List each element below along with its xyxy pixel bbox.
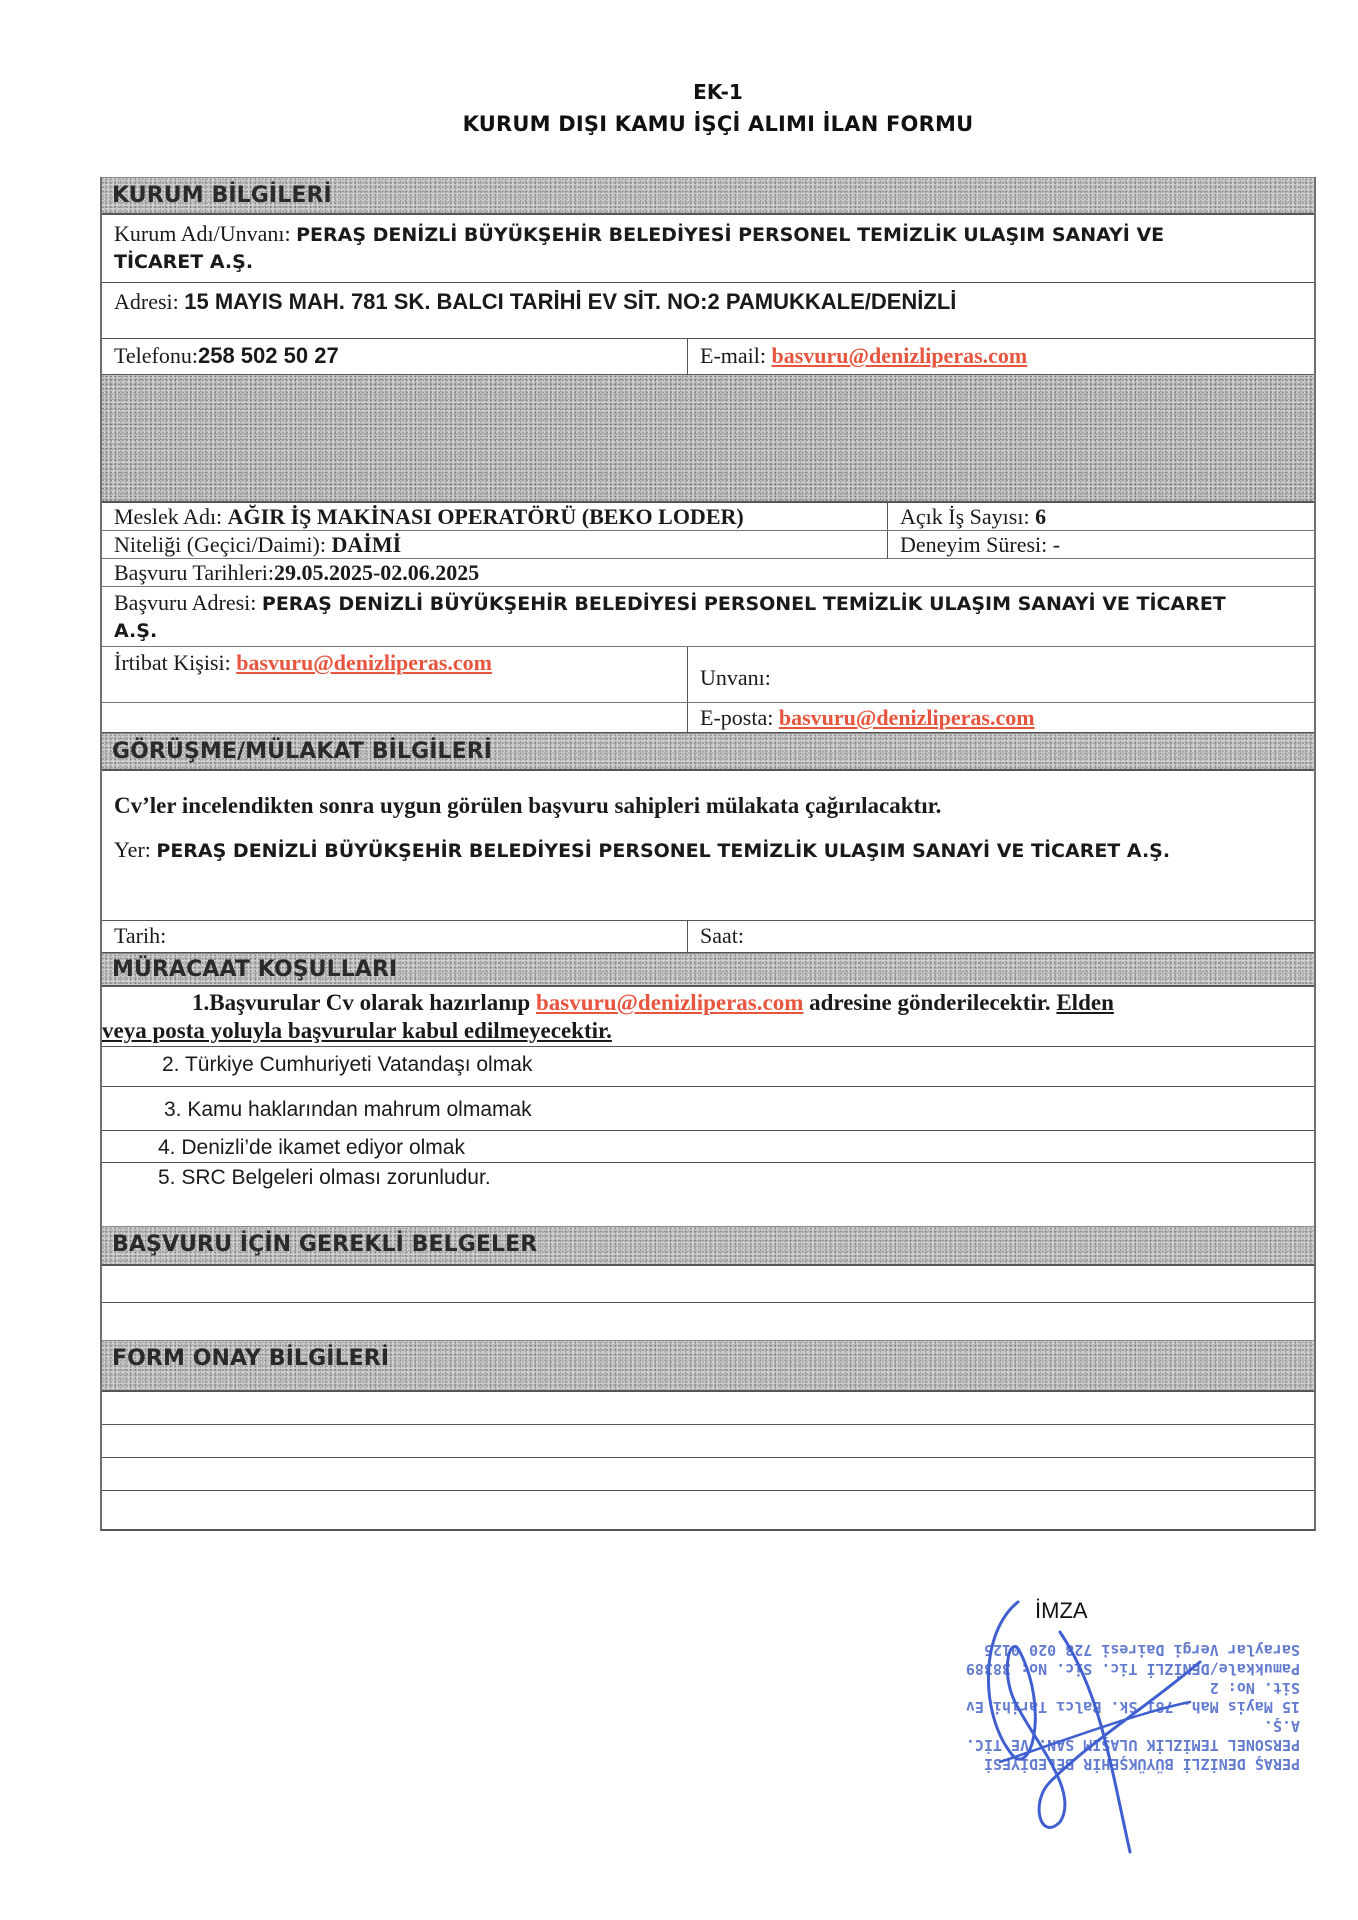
eposta-link[interactable]: basvuru@denizliperas.com (778, 705, 1035, 730)
condition-4-text: 4. Denizli’de ikamet ediyor olmak (158, 1136, 465, 1159)
condition-5-text: 5. SRC Belgeleri olması zorunludur. (158, 1166, 491, 1189)
title-label: Unvanı: (700, 665, 771, 690)
email-link[interactable]: basvuru@denizliperas.com (771, 343, 1028, 368)
institution-address-row (102, 283, 1314, 339)
address-label: Adresi: (114, 289, 185, 314)
application-address-row (102, 587, 1314, 647)
condition-item-3 (102, 1087, 1314, 1131)
condition-item-5 (102, 1163, 1314, 1226)
interview-place-label: Yer: (114, 837, 157, 862)
eposta-label: E-posta: (700, 705, 779, 730)
interview-place-value: PERAŞ DENİZLİ BÜYÜKŞEHİR BELEDİYESİ PERSONEL TEMİZLİK ULAŞIM SANAYİ VE TİCARET A.Ş. (156, 840, 1171, 862)
documents-row-2 (102, 1303, 1314, 1340)
experience-label: Deneyim Süresi: - (900, 532, 1061, 557)
section-header-interview (102, 733, 1314, 771)
interview-note: Cv’ler incelendikten sonra uygun görülen başvuru sahipleri mülakata çağırılacaktır. (114, 793, 942, 818)
job-type-value: DAİMİ (331, 532, 402, 557)
institution-name-label: Kurum Adı/Unvanı: (114, 221, 297, 246)
condition-2-text: 2. Türkiye Cumhuriyeti Vatandaşı olmak (162, 1053, 533, 1076)
documents-row-1 (102, 1266, 1314, 1303)
condition-1-underlined-b: veya posta yoluyla başvurular kabul edilmeyecektir. (102, 1018, 612, 1043)
contact-person-link[interactable]: basvuru@denizliperas.com (236, 650, 492, 675)
recruitment-form (100, 177, 1316, 1531)
interview-date-label: Tarih: (114, 923, 167, 948)
phone-value: 258 502 50 27 (197, 343, 339, 368)
phone-label: Telefonu: (114, 343, 198, 368)
section-header-approval (102, 1340, 1314, 1392)
openings-label: Açık İş Sayısı: (900, 504, 1036, 529)
signature-label: İMZA (1035, 1598, 1088, 1623)
occupation-value: AĞIR İŞ MAKİNASI OPERATÖRÜ (BEKO LODER) (227, 504, 744, 529)
condition-1-email-link[interactable]: basvuru@denizliperas.com (535, 990, 804, 1015)
section-title: MÜRACAAT KOŞULLARI (112, 957, 398, 982)
contact-person-row (102, 647, 1314, 703)
annex-label: EK-1 (693, 80, 743, 104)
section-header-documents (102, 1226, 1314, 1266)
section-title: KURUM BİLGİLERİ (112, 183, 332, 208)
job-type-label: Niteliği (Geçici/Daimi): (114, 532, 332, 557)
section-title: GÖRÜŞME/MÜLAKAT BİLGİLERİ (112, 739, 493, 764)
contact-row (102, 339, 1314, 375)
section-header-conditions (102, 953, 1314, 987)
page-title: KURUM DIŞI KAMU İŞÇİ ALIMI İLAN FORMU (462, 112, 974, 136)
app-address-value: PERAŞ DENİZLİ BÜYÜKŞEHİR BELEDİYESİ PERSONEL TEMİZLİK ULAŞIM SANAYİ VE TİCARET (261, 593, 1226, 615)
occupation-row (102, 503, 1314, 531)
interview-time-label: Saat: (700, 923, 744, 948)
app-address-label: Başvuru Adresi: (114, 590, 262, 615)
condition-1-mid: adresine gönderilecektir. (803, 990, 1057, 1015)
institution-name-value-cont: TİCARET A.Ş. (114, 251, 254, 273)
approval-row-3 (102, 1458, 1314, 1491)
email-label: E-mail: (700, 343, 772, 368)
stamp-line: Pamukkale/DENİZLİ Tic. Sic. No: 38389 (965, 1660, 1300, 1678)
approval-row-2 (102, 1425, 1314, 1458)
address-value: 15 MAYIS MAH. 781 SK. BALCI TARİHİ EV SİT. NO:2 PAMUKKALE/DENİZLİ (184, 289, 957, 314)
section-title: BAŞVURU İÇİN GEREKLİ BELGELER (112, 1232, 538, 1257)
app-address-value-cont: A.Ş. (114, 620, 158, 642)
institution-name-row (102, 215, 1314, 283)
shaded-spacer (102, 375, 1314, 503)
condition-item-4 (102, 1131, 1314, 1163)
stamp-line: PERAŞ DENİZLİ BÜYÜKŞEHİR BELEDİYESİ (983, 1755, 1300, 1773)
dates-value: 29.05.2025-02.06.2025 (273, 560, 480, 585)
occupation-label: Meslek Adı: (114, 504, 228, 529)
condition-1-underlined-a: Elden (1056, 990, 1114, 1015)
stamp-line: PERSONEL TEMİZLİK ULAŞIM SAN. VE TİC. A.Ş. (965, 1717, 1300, 1754)
openings-value: 6 (1035, 504, 1047, 529)
interview-datetime-row (102, 921, 1314, 953)
condition-1-prefix: 1.Başvurular Cv olarak hazırlanıp (192, 990, 536, 1015)
stamp-line: Saraylar Vergi Dairesi 728 020 0125 (983, 1641, 1300, 1659)
section-header-institution (102, 177, 1314, 215)
stamp-line: 15 Mayis Mah. 781 Sk. Balcı Tarihi Ev Sit. No: 2 (965, 1679, 1300, 1716)
dates-label: Başvuru Tarihleri: (114, 560, 274, 585)
application-dates-row (102, 559, 1314, 587)
condition-3-text: 3. Kamu haklarından mahrum olmamak (164, 1098, 532, 1121)
condition-item-1 (102, 987, 1314, 1047)
approval-row-1 (102, 1392, 1314, 1425)
handwritten-signature-icon (940, 1592, 1300, 1862)
condition-item-2 (102, 1047, 1314, 1087)
section-title: FORM ONAY BİLGİLERİ (112, 1346, 390, 1371)
institution-name-value: PERAŞ DENİZLİ BÜYÜKŞEHİR BELEDİYESİ PERSONEL TEMİZLİK ULAŞIM SANAYİ VE (296, 224, 1165, 246)
approval-row-4 (102, 1491, 1314, 1529)
contact-person-label: İrtibat Kişisi: (114, 650, 237, 675)
interview-info-row (102, 771, 1314, 921)
eposta-row (102, 703, 1314, 733)
job-type-row (102, 531, 1314, 559)
